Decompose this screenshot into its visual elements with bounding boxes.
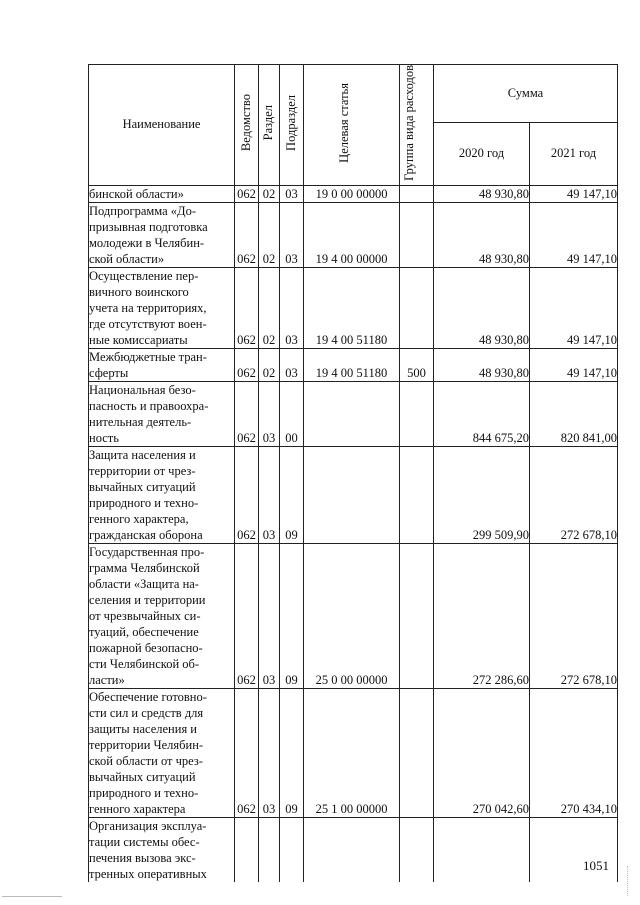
row-podrazdel — [280, 817, 304, 882]
row-name: Межбюджетные тран- сферты — [89, 348, 235, 381]
row-target-article: 19 4 00 51180 — [304, 348, 400, 381]
row-sum-2020: 299 509,90 — [434, 446, 530, 543]
header-name: Наименование — [89, 65, 235, 186]
row-vedomstvo: 062 — [235, 381, 259, 446]
row-name: бинской области» — [89, 185, 235, 202]
row-sum-2020 — [434, 817, 530, 882]
row-expense-group — [400, 381, 434, 446]
row-razdel: 03 — [259, 543, 280, 688]
table-row — [89, 185, 618, 202]
row-sum-2021: 272 678,10 — [530, 543, 618, 688]
row-razdel: 03 — [259, 446, 280, 543]
page-number: 1051 — [583, 858, 609, 873]
row-sum-2021: 49 147,10 — [530, 202, 618, 267]
row-name: Осуществление пер- вичного воинского учета на территориях, где отсутствуют воен- ные комиссариаты — [89, 267, 235, 348]
table-row — [89, 446, 618, 543]
row-target-article — [304, 381, 400, 446]
scan-edge-mark — [2, 896, 62, 897]
table-row — [89, 267, 618, 348]
row-target-article: 25 1 00 00000 — [304, 688, 400, 817]
table-row — [89, 817, 618, 882]
row-sum-2021: 49 147,10 — [530, 185, 618, 202]
row-sum-2020: 48 930,80 — [434, 185, 530, 202]
table-row — [89, 202, 618, 267]
table-row — [89, 348, 618, 381]
row-target-article — [304, 817, 400, 882]
row-sum-2021: 272 678,10 — [530, 446, 618, 543]
row-target-article: 19 0 00 00000 — [304, 185, 400, 202]
row-expense-group: 500 — [400, 348, 434, 381]
row-razdel: 03 — [259, 381, 280, 446]
row-expense-group — [400, 688, 434, 817]
row-sum-2021: 49 147,10 — [530, 348, 618, 381]
header-year-2020: 2020 год — [434, 122, 530, 185]
table-row — [89, 543, 618, 688]
row-name: Национальная безо- пасность и правоохра- нительная деятель- ность — [89, 381, 235, 446]
row-sum-2020: 272 286,60 — [434, 543, 530, 688]
row-podrazdel: 03 — [280, 185, 304, 202]
row-podrazdel: 03 — [280, 267, 304, 348]
row-expense-group — [400, 202, 434, 267]
row-name: Защита населения и территории от чрез- вычайных ситуаций природного и техно- генного характера, гражданская оборона — [89, 446, 235, 543]
row-vedomstvo: 062 — [235, 688, 259, 817]
row-podrazdel: 03 — [280, 202, 304, 267]
header-podrazdel: Подраздел — [280, 65, 304, 186]
row-expense-group — [400, 446, 434, 543]
table-row — [89, 688, 618, 817]
row-target-article — [304, 446, 400, 543]
header-target: Целевая статья — [304, 65, 400, 186]
row-podrazdel: 09 — [280, 446, 304, 543]
row-razdel: 03 — [259, 688, 280, 817]
row-podrazdel: 03 — [280, 348, 304, 381]
header-vedomstvo: Ведомство — [235, 65, 259, 186]
row-target-article: 19 4 00 51180 — [304, 267, 400, 348]
row-name: Организация эксплуа- тации системы обес- печения вызова экс- тренных оперативных — [89, 817, 235, 882]
budget-table — [88, 64, 618, 882]
row-sum-2020: 844 675,20 — [434, 381, 530, 446]
row-vedomstvo: 062 — [235, 267, 259, 348]
row-sum-2020: 48 930,80 — [434, 267, 530, 348]
header-year-2021: 2021 год — [530, 122, 618, 185]
row-sum-2021: 49 147,10 — [530, 267, 618, 348]
row-razdel: 02 — [259, 267, 280, 348]
row-vedomstvo: 062 — [235, 446, 259, 543]
row-target-article: 19 4 00 00000 — [304, 202, 400, 267]
row-name: Обеспечение готовно- сти сил и средств для защиты населения и территории Челябин- ской области от чрез- вычайных ситуаций природного и техно- генного характера — [89, 688, 235, 817]
row-name: Государственная про- грамма Челябинской области «Защита на- селения и территории от чрезвычайных си- туаций, обеспечение пожарной безопасно- сти Челябинской об- ласти» — [89, 543, 235, 688]
row-razdel: 02 — [259, 202, 280, 267]
row-vedomstvo — [235, 817, 259, 882]
row-expense-group — [400, 543, 434, 688]
row-sum-2020: 48 930,80 — [434, 348, 530, 381]
row-vedomstvo: 062 — [235, 185, 259, 202]
row-target-article: 25 0 00 00000 — [304, 543, 400, 688]
row-name: Подпрограмма «До- призывная подготовка молодежи в Челябин- ской области» — [89, 202, 235, 267]
header-sum: Сумма — [434, 65, 618, 123]
row-razdel: 02 — [259, 185, 280, 202]
row-sum-2021: 270 434,10 — [530, 688, 618, 817]
row-expense-group — [400, 185, 434, 202]
row-sum-2020: 48 930,80 — [434, 202, 530, 267]
header-razdel: Раздел — [259, 65, 280, 186]
row-razdel: 02 — [259, 348, 280, 381]
row-sum-2020: 270 042,60 — [434, 688, 530, 817]
table-header — [89, 65, 618, 186]
row-vedomstvo: 062 — [235, 543, 259, 688]
row-podrazdel: 09 — [280, 688, 304, 817]
header-group: Группа вида расходов — [400, 65, 434, 186]
row-razdel — [259, 817, 280, 882]
row-expense-group — [400, 267, 434, 348]
row-sum-2021: 820 841,00 — [530, 381, 618, 446]
row-podrazdel: 00 — [280, 381, 304, 446]
table-row — [89, 381, 618, 446]
row-podrazdel: 09 — [280, 543, 304, 688]
scan-edge-dots — [627, 866, 629, 896]
row-vedomstvo: 062 — [235, 348, 259, 381]
table-body — [89, 185, 618, 882]
row-vedomstvo: 062 — [235, 202, 259, 267]
row-expense-group — [400, 817, 434, 882]
